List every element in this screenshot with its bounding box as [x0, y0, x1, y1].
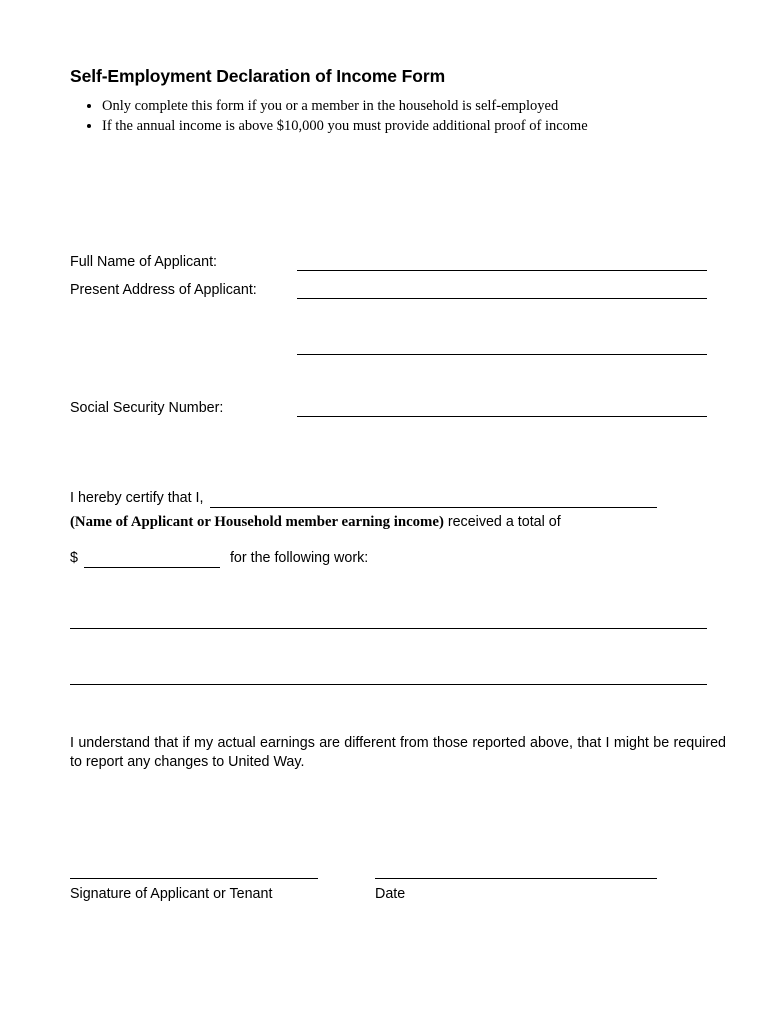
field-label-ssn: Social Security Number:	[70, 400, 224, 416]
work-description-lines	[70, 594, 710, 704]
ssn-input-line[interactable]	[297, 416, 707, 417]
dollar-sign: $	[70, 550, 78, 566]
field-present-address	[70, 266, 710, 388]
signature-area	[70, 826, 710, 936]
certify-lead-text: I hereby certify that I,	[70, 490, 204, 506]
work-description-line-1[interactable]	[70, 628, 707, 629]
certification-block	[70, 488, 710, 584]
present-address-input-line-1[interactable]	[297, 298, 707, 299]
signature-label: Signature of Applicant or Tenant	[70, 886, 273, 902]
certify-name-input-line[interactable]	[210, 493, 657, 508]
instructions-list	[70, 97, 710, 136]
date-label: Date	[375, 886, 406, 902]
field-full-name	[70, 182, 710, 270]
page-title: Self-Employment Declaration of Income Form	[70, 66, 446, 86]
amount-line	[70, 534, 710, 584]
date-input-line[interactable]	[375, 878, 657, 879]
list-item: • If the annual income is above $10,000 you must provide additional proof of income	[102, 117, 710, 136]
name-note-bold: (Name of Applicant or Household member earning income)	[70, 514, 444, 530]
understanding-paragraph: I understand that if my actual earnings are different from those reported above, that I might be required to report any changes to United Way.	[70, 735, 726, 770]
field-ssn	[70, 388, 710, 486]
amount-suffix-text: for the following work:	[229, 550, 369, 566]
amount-input-line[interactable]	[84, 553, 220, 568]
work-description-line-2[interactable]	[70, 684, 707, 685]
name-note-line	[70, 512, 710, 534]
present-address-input-line-2[interactable]	[297, 354, 707, 355]
form-content	[70, 66, 726, 936]
field-label-present-address: Present Address of Applicant:	[70, 282, 257, 298]
field-label-full-name: Full Name of Applicant:	[70, 254, 218, 270]
list-item: • Only complete this form if you or a member in the household is self-employed	[102, 97, 710, 116]
signature-input-line[interactable]	[70, 878, 318, 879]
certify-line	[70, 488, 710, 512]
name-note-rest: received a total of	[443, 514, 561, 530]
